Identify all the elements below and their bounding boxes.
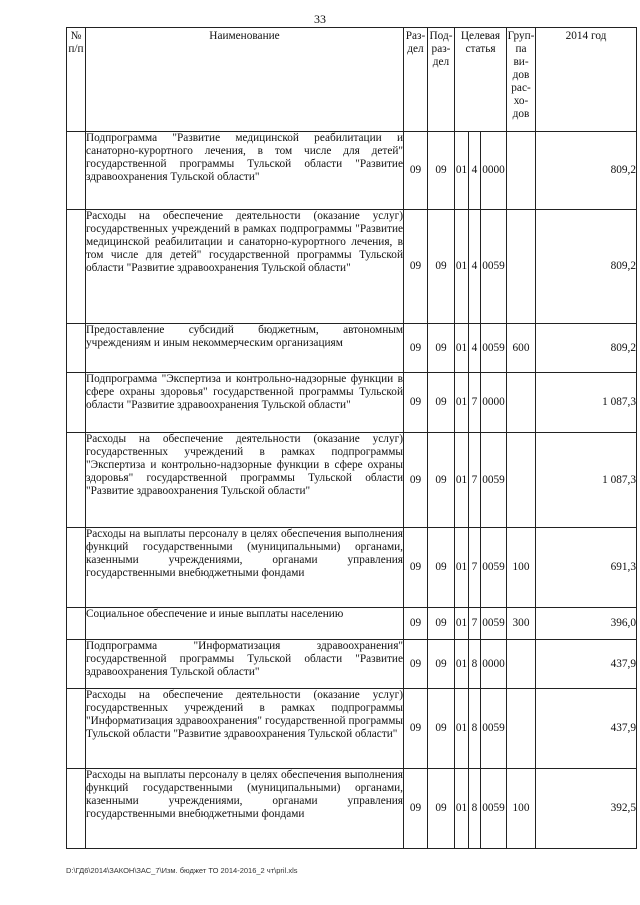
row-target-3: 0059 bbox=[481, 210, 507, 324]
row-num bbox=[67, 608, 86, 640]
row-target-2: 8 bbox=[469, 689, 481, 769]
row-name: Расходы на выплаты персоналу в целях обеспечения выполнения функций государственными (муниципальными) органами, казенными учреждениями, органами управления государственными внебюджетными фондами bbox=[86, 528, 404, 608]
row-group: 300 bbox=[507, 608, 536, 640]
row-group bbox=[507, 373, 536, 433]
table-row bbox=[67, 689, 637, 769]
row-target-3: 0059 bbox=[481, 689, 507, 769]
header-year: 2014 год bbox=[536, 28, 637, 132]
row-razdel: 09 bbox=[404, 132, 428, 210]
row-amount: 437,9 bbox=[536, 689, 637, 769]
row-podrazdel: 09 bbox=[428, 373, 455, 433]
row-razdel: 09 bbox=[404, 373, 428, 433]
row-podrazdel: 09 bbox=[428, 433, 455, 528]
row-target-3: 0059 bbox=[481, 324, 507, 373]
row-amount: 1 087,3 bbox=[536, 433, 637, 528]
row-podrazdel: 09 bbox=[428, 608, 455, 640]
table-row bbox=[67, 433, 637, 528]
row-target-2: 7 bbox=[469, 528, 481, 608]
row-num bbox=[67, 528, 86, 608]
file-path-footer: D:\ГД6\2014\ЗАКОН\ЗАС_7\Изм. бюджет ТО 2014-2016_2 чт\pril.xls bbox=[66, 866, 298, 875]
row-name: Расходы на выплаты персоналу в целях обеспечения выполнения функций государственными (муниципальными) органами, казенными учреждениями, органами управления государственными внебюджетными фондами bbox=[86, 769, 404, 849]
row-amount: 809,2 bbox=[536, 324, 637, 373]
header-podrazdel: Под-раз-дел bbox=[428, 28, 455, 132]
row-num bbox=[67, 373, 86, 433]
row-podrazdel: 09 bbox=[428, 769, 455, 849]
row-target-2: 8 bbox=[469, 769, 481, 849]
row-target-1: 01 bbox=[455, 433, 469, 528]
row-target-2: 4 bbox=[469, 210, 481, 324]
row-num bbox=[67, 689, 86, 769]
row-target-1: 01 bbox=[455, 608, 469, 640]
row-group bbox=[507, 433, 536, 528]
row-group: 600 bbox=[507, 324, 536, 373]
row-target-3: 0059 bbox=[481, 433, 507, 528]
row-num bbox=[67, 433, 86, 528]
table-row bbox=[67, 640, 637, 689]
row-razdel: 09 bbox=[404, 769, 428, 849]
row-amount: 437,9 bbox=[536, 640, 637, 689]
row-razdel: 09 bbox=[404, 608, 428, 640]
row-target-2: 7 bbox=[469, 433, 481, 528]
table-row bbox=[67, 608, 637, 640]
row-group bbox=[507, 640, 536, 689]
row-razdel: 09 bbox=[404, 528, 428, 608]
row-razdel: 09 bbox=[404, 640, 428, 689]
table-row bbox=[67, 210, 637, 324]
header-name: Наименование bbox=[86, 28, 404, 132]
row-razdel: 09 bbox=[404, 324, 428, 373]
table-row bbox=[67, 528, 637, 608]
row-group bbox=[507, 132, 536, 210]
row-amount: 809,2 bbox=[536, 132, 637, 210]
budget-table bbox=[66, 27, 637, 849]
row-name: Социальное обеспечение и иные выплаты населению bbox=[86, 608, 404, 640]
row-target-2: 8 bbox=[469, 640, 481, 689]
table-row bbox=[67, 769, 637, 849]
row-target-1: 01 bbox=[455, 689, 469, 769]
row-target-3: 0059 bbox=[481, 769, 507, 849]
row-podrazdel: 09 bbox=[428, 528, 455, 608]
row-target-3: 0000 bbox=[481, 640, 507, 689]
row-name: Подпрограмма "Информатизация здравоохранения" государственной программы Тульской области "Развитие здравоохранения Тульской области" bbox=[86, 640, 404, 689]
row-amount: 809,2 bbox=[536, 210, 637, 324]
row-num bbox=[67, 132, 86, 210]
row-target-2: 7 bbox=[469, 373, 481, 433]
row-amount: 1 087,3 bbox=[536, 373, 637, 433]
header-num: № п/п bbox=[67, 28, 86, 132]
page-number: 33 bbox=[314, 12, 326, 26]
row-podrazdel: 09 bbox=[428, 132, 455, 210]
row-name: Подпрограмма "Развитие медицинской реабилитации и санаторно-курортного лечения, в том числе для детей" государственной программы Тульской области "Развитие здравоохранения Тульской области" bbox=[86, 132, 404, 210]
row-num bbox=[67, 324, 86, 373]
row-group bbox=[507, 210, 536, 324]
table-row bbox=[67, 324, 637, 373]
row-target-1: 01 bbox=[455, 132, 469, 210]
row-podrazdel: 09 bbox=[428, 210, 455, 324]
row-group: 100 bbox=[507, 528, 536, 608]
header-target: Целевая статья bbox=[455, 28, 507, 132]
row-target-1: 01 bbox=[455, 373, 469, 433]
row-podrazdel: 09 bbox=[428, 640, 455, 689]
row-name: Расходы на обеспечение деятельности (оказание услуг) государственных учреждений в рамках подпрограммы "Развитие медицинской реабилитации и санаторно-курортного лечения, в том числе для детей" государственной программы Тульской области "Развитие здравоохранения Тульской области" bbox=[86, 210, 404, 324]
row-target-2: 4 bbox=[469, 324, 481, 373]
row-target-2: 7 bbox=[469, 608, 481, 640]
row-target-1: 01 bbox=[455, 324, 469, 373]
table-row bbox=[67, 132, 637, 210]
row-target-3: 0059 bbox=[481, 608, 507, 640]
row-amount: 392,5 bbox=[536, 769, 637, 849]
row-name: Подпрограмма "Экспертиза и контрольно-надзорные функции в сфере охраны здоровья" государственной программы Тульской области "Развитие здравоохранения Тульской области" bbox=[86, 373, 404, 433]
row-num bbox=[67, 210, 86, 324]
row-target-3: 0000 bbox=[481, 373, 507, 433]
row-podrazdel: 09 bbox=[428, 689, 455, 769]
row-name: Предоставление субсидий бюджетным, автономным учреждениям и иным некоммерческим организациям bbox=[86, 324, 404, 373]
row-razdel: 09 bbox=[404, 210, 428, 324]
row-amount: 396,0 bbox=[536, 608, 637, 640]
row-razdel: 09 bbox=[404, 689, 428, 769]
row-amount: 691,3 bbox=[536, 528, 637, 608]
row-podrazdel: 09 bbox=[428, 324, 455, 373]
row-group bbox=[507, 689, 536, 769]
row-target-3: 0000 bbox=[481, 132, 507, 210]
row-name: Расходы на обеспечение деятельности (оказание услуг) государственных учреждений в рамках подпрограммы "Информатизация здравоохранения" государственной программы Тульской области "Развитие здравоохранения Тульской области" bbox=[86, 689, 404, 769]
header-razdel: Раз-дел bbox=[404, 28, 428, 132]
row-group: 100 bbox=[507, 769, 536, 849]
header-group: Груп-па ви-дов рас-хо-дов bbox=[507, 28, 536, 132]
row-target-1: 01 bbox=[455, 528, 469, 608]
row-num bbox=[67, 640, 86, 689]
row-num bbox=[67, 769, 86, 849]
table-header-row bbox=[67, 28, 637, 132]
row-target-1: 01 bbox=[455, 769, 469, 849]
row-target-2: 4 bbox=[469, 132, 481, 210]
row-target-3: 0059 bbox=[481, 528, 507, 608]
row-target-1: 01 bbox=[455, 640, 469, 689]
row-name: Расходы на обеспечение деятельности (оказание услуг) государственных учреждений в рамках подпрограммы "Экспертиза и контрольно-надзорные функции в сфере охраны здоровья" государственной программы Тульской области "Развитие здравоохранения Тульской области" bbox=[86, 433, 404, 528]
row-razdel: 09 bbox=[404, 433, 428, 528]
row-target-1: 01 bbox=[455, 210, 469, 324]
table-row bbox=[67, 373, 637, 433]
